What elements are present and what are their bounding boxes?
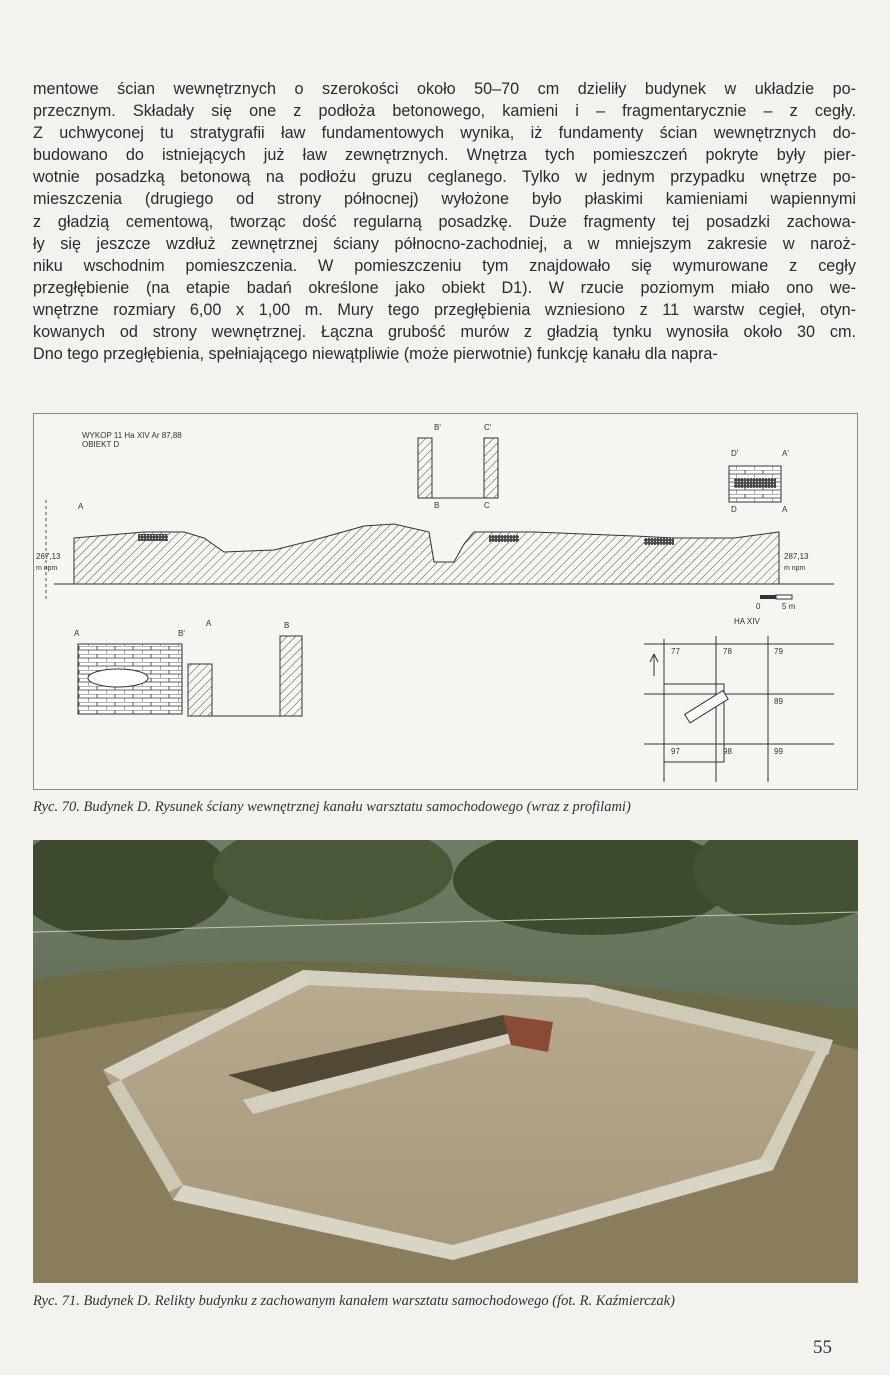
profile-dark-3 xyxy=(644,538,674,545)
figure-71-photo xyxy=(33,840,858,1283)
map-cell-78: 78 xyxy=(723,647,732,656)
text-line: przecznym. Składały się one z podłoża betonowego, kamieni i – fragmentarycznie – z cegły. xyxy=(33,102,856,121)
scale-bar-dark xyxy=(760,595,776,599)
map-title: HA XIV xyxy=(734,617,760,626)
text-line: niku wschodnim pomieszczenia. W pomieszczeniu tym znajdowało się wymurowane z cegły xyxy=(33,256,856,275)
body-text xyxy=(33,78,856,365)
map-cell-89: 89 xyxy=(774,697,783,706)
text-line: budowano do istniejących już ław zewnętrznych. Wnętrza tych pomieszczeń pokryte były pier- xyxy=(33,146,856,165)
scale-end: 5 m xyxy=(782,602,796,611)
drawing-header-2: OBIEKT D xyxy=(82,440,120,449)
label-d: D xyxy=(731,505,737,514)
map-cell-99: 99 xyxy=(774,747,783,756)
section-wall-right xyxy=(484,438,498,498)
map-cell-77: 77 xyxy=(671,647,680,656)
map-cell-97: 97 xyxy=(671,747,680,756)
section-wall-left xyxy=(418,438,432,498)
label-b-top: B xyxy=(434,501,440,510)
label-a-prime-right: A' xyxy=(782,449,789,458)
label-a-left: A xyxy=(78,502,84,511)
scale-zero: 0 xyxy=(756,602,761,611)
technical-drawing xyxy=(34,414,857,789)
label-d-prime: D' xyxy=(731,449,739,458)
label-a-lower: A xyxy=(74,629,80,638)
profile-dark-1 xyxy=(138,534,168,541)
north-arrow-icon xyxy=(650,654,658,676)
scale-bar-light xyxy=(776,595,792,599)
elevation-right: 287,13 xyxy=(784,552,809,561)
label-a-top-lower: A xyxy=(206,619,212,628)
unit-right: m npm xyxy=(784,565,806,572)
text-line: ły się jeszcze wzdłuż zewnętrznej ściany północno-zachodniej, a w mniejszym zakresie w naroż- xyxy=(33,234,856,253)
text-line: Dno tego przegłębienia, spełniającego niewątpliwie (może pierwotnie) funkcję kanału dla napra- xyxy=(33,345,718,364)
drawing-header-1: WYKOP 11 Ha XIV Ar 87,88 xyxy=(82,431,182,440)
location-map xyxy=(644,636,834,782)
label-b-lower: B xyxy=(284,621,290,630)
lower-section-left xyxy=(188,664,212,716)
text-line: z gładzią cementową, tworząc dość regularną posadzkę. Duże fragmenty tej posadzki zachowa- xyxy=(33,212,856,231)
text-line: przegłębienie (na etapie badań określone jako obiekt D1). W rzucie poziomym miało ono we- xyxy=(33,278,856,297)
label-a-right: A xyxy=(782,505,788,514)
text-line: wotnie posadzką betonową na podłożu gruzu ceglanego. Tylko w jednym przypadku wnętrze po- xyxy=(33,168,856,187)
wall-elevation-stone xyxy=(88,669,148,687)
text-line: kowanych od strony wewnętrznej. Łączna grubość murów z gładzią tynku wynosiła około 30 cm. xyxy=(33,323,856,342)
text-line: mieszczenia (drugiego od strony północnej) wyłożone było płaskimi kamieniami wapiennymi xyxy=(33,190,856,209)
profile-dark-2 xyxy=(489,535,519,542)
unit-left: m npm xyxy=(36,565,58,572)
long-profile xyxy=(74,524,779,584)
label-b-prime-top: B' xyxy=(434,423,441,432)
label-b-prime-lower: B' xyxy=(178,629,185,638)
text-line: wnętrzne rozmiary 6,00 x 1,00 m. Mury tego przegłębienia wzniesiono z 11 warstw cegieł, otyn- xyxy=(33,300,856,319)
lower-section-right xyxy=(280,636,302,716)
figure-71-caption: Ryc. 71. Budynek D. Relikty budynku z zachowanym kanałem warsztatu samochodowego (fot. R. Kaźmierczak) xyxy=(33,1293,675,1309)
text-line: Z uchwyconej tu stratygrafii ław fundamentowych wynika, iż fundamenty ścian wewnętrznych do- xyxy=(33,124,856,143)
map-cell-98: 98 xyxy=(723,747,732,756)
map-cell-79: 79 xyxy=(774,647,783,656)
section-d-layer xyxy=(734,478,776,488)
page-number: 55 xyxy=(813,1337,832,1358)
text-line: mentowe ścian wewnętrznych o szerokości około 50–70 cm dzieliły budynek w układzie po- xyxy=(33,80,856,98)
label-c-prime-top: C' xyxy=(484,423,492,432)
label-c-top: C xyxy=(484,501,490,510)
elevation-left: 267,13 xyxy=(36,552,61,561)
excavation-photo xyxy=(33,840,858,1283)
figure-70-caption: Ryc. 70. Budynek D. Rysunek ściany wewnętrznej kanału warsztatu samochodowego (wraz z profilami) xyxy=(33,799,631,815)
figure-70-drawing xyxy=(33,413,858,790)
